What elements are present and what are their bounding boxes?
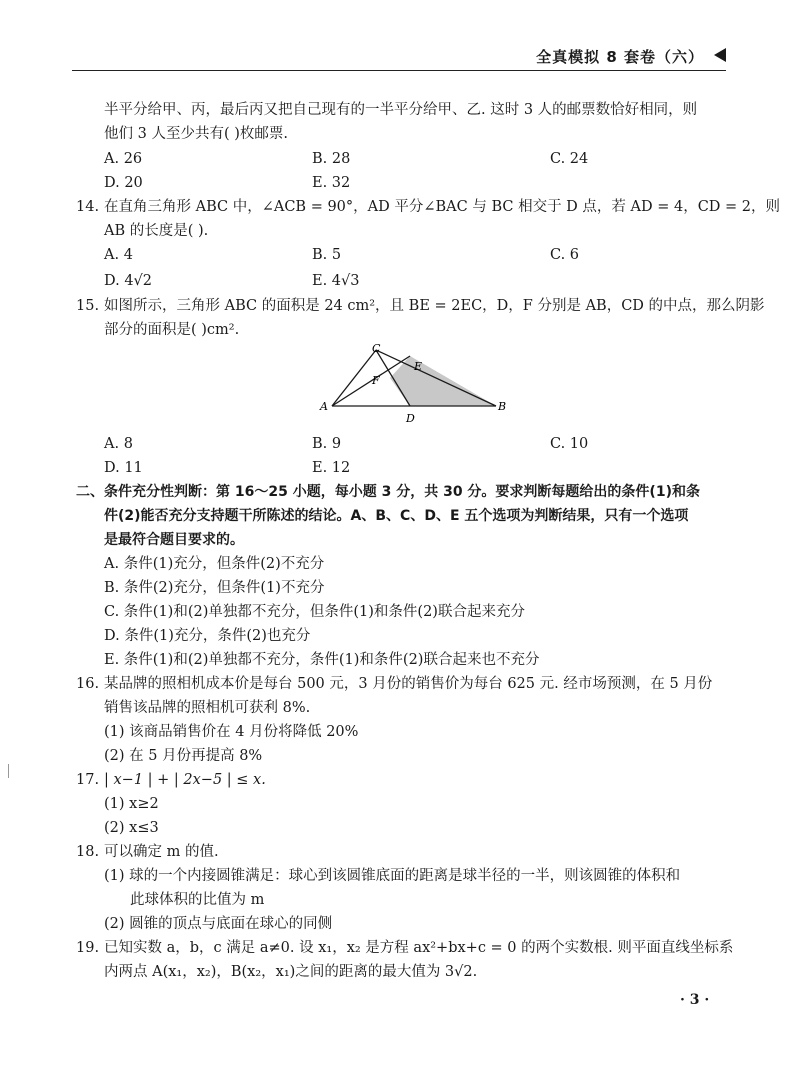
q16-condition-1: (1) 该商品销售价在 4 月份将降低 20%	[104, 724, 359, 740]
label-e: E	[414, 360, 423, 373]
section2-heading-line2: 件(2)能否充分支持题干所陈述的结论。A、B、C、D、E 五个选项为判断结果，只有一个选项	[104, 508, 689, 524]
q15-text-line2: 部分的面积是( )cm².	[104, 322, 240, 338]
label-d: D	[406, 412, 415, 425]
q13-text-line2: 他们 3 人至少共有( )枚邮票.	[104, 126, 288, 142]
label-b: B	[498, 400, 507, 413]
q17-condition-2: (2) x≤3	[104, 820, 159, 836]
q18-number: 18.	[76, 844, 100, 860]
q14-text-line2: AB 的长度是( ).	[104, 223, 209, 239]
q13-option-e: E. 32	[312, 175, 351, 191]
q14-number: 14.	[76, 199, 100, 215]
q14-option-d: D. 4√2	[104, 273, 153, 289]
page-header	[72, 40, 726, 71]
q13-option-a: A. 26	[104, 151, 143, 167]
section2-choice-a: A. 条件(1)充分，但条件(2)不充分	[104, 556, 325, 572]
q16-number: 16.	[76, 676, 100, 692]
q14-text-line1: 在直角三角形 ABC 中，∠ACB = 90°，AD 平分∠BAC 与 BC 相交于 D 点，若 AD = 4，CD = 2，则	[104, 199, 781, 215]
q14-option-e: E. 4√3	[312, 273, 360, 289]
q13-option-d: D. 20	[104, 175, 143, 191]
q13-text-line1: 半平分给甲、丙，最后丙又把自己现有的一半平分给甲、乙. 这时 3 人的邮票数恰好相同，则	[104, 102, 698, 118]
q15-option-c: C. 10	[550, 436, 589, 452]
section2-choice-c: C. 条件(1)和(2)单独都不充分，但条件(1)和条件(2)联合起来充分	[104, 604, 525, 620]
section2-heading-line3: 是最符合题目要求的。	[104, 532, 244, 548]
q13-option-c: C. 24	[550, 151, 589, 167]
section2-choice-b: B. 条件(2)充分，但条件(1)不充分	[104, 580, 325, 596]
q16-text-line2: 销售该品牌的照相机可获利 8%.	[104, 700, 311, 716]
q14-option-a: A. 4	[104, 247, 133, 263]
q17-text-line1: | x−1 | + | 2x−5 | ≤ x.	[104, 772, 266, 788]
triangle-figure	[312, 342, 512, 426]
q14-option-c: C. 6	[550, 247, 580, 263]
q14-option-b: B. 5	[312, 247, 342, 263]
q19-text-line1: 已知实数 a，b，c 满足 a≠0. 设 x₁，x₂ 是方程 ax²+bx+c = 0 的两个实数根. 则平面直线坐标系	[104, 940, 734, 956]
section2-choice-e: E. 条件(1)和(2)单独都不充分，条件(1)和条件(2)联合起来也不充分	[104, 652, 540, 668]
q17-number: 17.	[76, 772, 100, 788]
segment-ac	[332, 350, 376, 406]
label-c: C	[372, 342, 381, 355]
q17-condition-1: (1) x≥2	[104, 796, 159, 812]
q18-condition-1-line2: 此球体积的比值为 m	[130, 892, 265, 908]
q15-option-a: A. 8	[104, 436, 133, 452]
q13-option-b: B. 28	[312, 151, 351, 167]
q19-number: 19.	[76, 940, 100, 956]
q15-number: 15.	[76, 298, 100, 314]
q16-condition-2: (2) 在 5 月份再提高 8%	[104, 748, 263, 764]
label-a: A	[320, 400, 328, 413]
q15-option-b: B. 9	[312, 436, 342, 452]
header-title: 全真模拟 8 套卷（六）	[536, 48, 704, 66]
q15-option-e: E. 12	[312, 460, 351, 476]
section2-heading-line1: 二、条件充分性判断：第 16～25 小题，每小题 3 分，共 30 分。要求判断每题给出的条件(1)和条	[76, 484, 700, 500]
q15-option-d: D. 11	[104, 460, 143, 476]
q15-text-line1: 如图所示，三角形 ABC 的面积是 24 cm²，且 BE = 2EC，D，F 分别是 AB，CD 的中点，那么阴影	[104, 298, 765, 314]
page-number: · 3 ·	[680, 992, 710, 1008]
q16-text-line1: 某品牌的照相机成本价是每台 500 元，3 月份的销售价为每台 625 元. 经市场预测，在 5 月份	[104, 676, 713, 692]
q18-condition-2: (2) 圆锥的顶点与底面在球心的同侧	[104, 916, 333, 932]
q18-condition-1-line1: (1) 球的一个内接圆锥满足：球心到该圆锥底面的距离是球半径的一半，则该圆锥的体积和	[104, 868, 681, 884]
label-f: F	[372, 374, 380, 387]
q19-text-line2: 内两点 A(x₁，x₂)，B(x₂，x₁)之间的距离的最大值为 3√2.	[104, 964, 478, 980]
q18-text-line1: 可以确定 m 的值.	[104, 844, 219, 860]
triangle-marker-icon	[714, 48, 726, 62]
section2-choice-d: D. 条件(1)充分，条件(2)也充分	[104, 628, 311, 644]
margin-mark	[8, 764, 9, 778]
